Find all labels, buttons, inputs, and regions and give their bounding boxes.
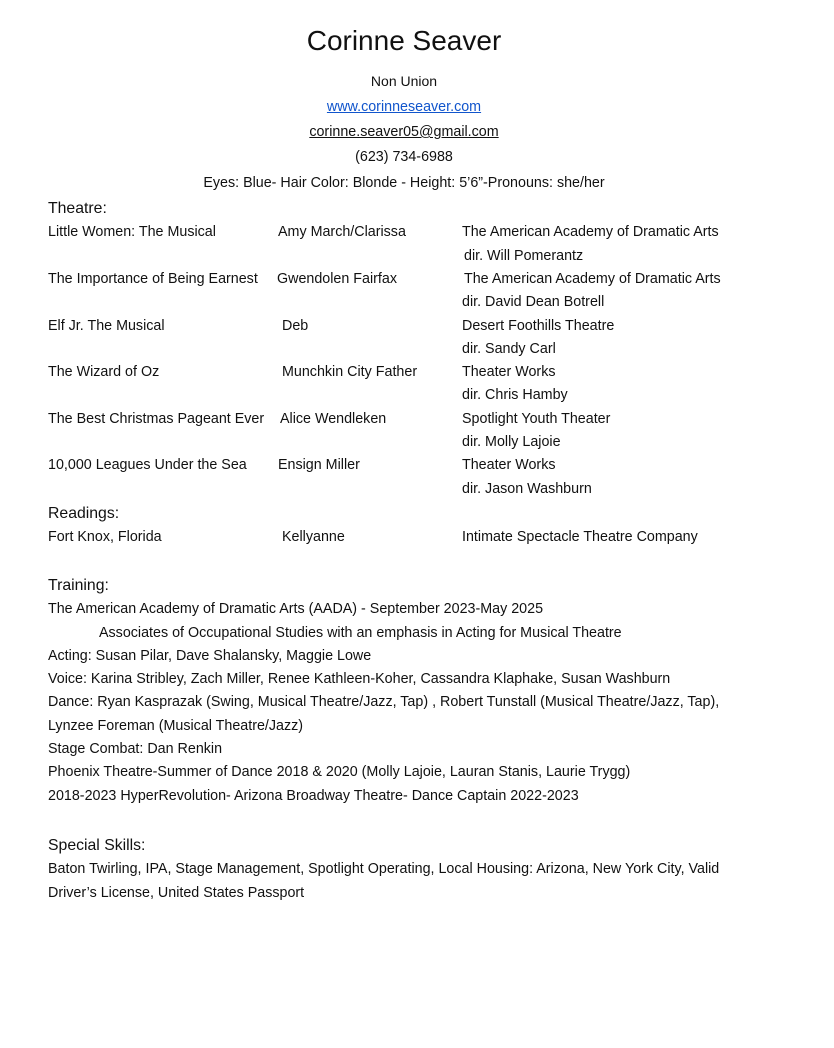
training-heading: Training: bbox=[48, 577, 109, 594]
credit-role: Deb bbox=[282, 318, 309, 334]
credit-director: dir. Molly Lajoie bbox=[462, 434, 561, 450]
training-line: The American Academy of Dramatic Arts (AADA) - September 2023-May 2025 bbox=[48, 601, 544, 617]
credit-director: dir. David Dean Botrell bbox=[462, 294, 605, 310]
website-link[interactable]: www.corinneseaver.com bbox=[326, 99, 482, 115]
resume-name: Corinne Seaver bbox=[306, 25, 502, 56]
credit-venue: Theater Works bbox=[462, 364, 556, 380]
training-line: 2018-2023 HyperRevolution- Arizona Broadway Theatre- Dance Captain 2022-2023 bbox=[48, 788, 579, 804]
credit-title: Elf Jr. The Musical bbox=[48, 318, 165, 334]
training-line: Dance: Ryan Kasprazak (Swing, Musical Theatre/Jazz, Tap) , Robert Tunstall (Musical Theatre/Jazz, Tap), bbox=[48, 694, 720, 710]
credit-role: Gwendolen Fairfax bbox=[277, 271, 397, 287]
credit-venue: Desert Foothills Theatre bbox=[462, 318, 615, 334]
skills-line: Baton Twirling, IPA, Stage Management, Spotlight Operating, Local Housing: Arizona, New York City, Valid bbox=[48, 861, 720, 877]
credit-venue: Intimate Spectacle Theatre Company bbox=[462, 529, 698, 545]
training-line: Associates of Occupational Studies with an emphasis in Acting for Musical Theatre bbox=[99, 625, 622, 641]
credit-title: 10,000 Leagues Under the Sea bbox=[48, 457, 247, 473]
credit-title: Fort Knox, Florida bbox=[48, 529, 162, 545]
credit-title: The Importance of Being Earnest bbox=[48, 271, 258, 287]
credit-title: The Wizard of Oz bbox=[48, 364, 160, 380]
credit-director: dir. Chris Hamby bbox=[462, 387, 568, 403]
credit-role: Alice Wendleken bbox=[280, 411, 387, 427]
credit-director: dir. Sandy Carl bbox=[462, 341, 556, 357]
training-line: Voice: Karina Stribley, Zach Miller, Renee Kathleen-Koher, Cassandra Klaphake, Susan Washburn bbox=[48, 671, 671, 687]
email-link[interactable]: corinne.seaver05@gmail.com bbox=[309, 124, 499, 140]
credit-director: dir. Jason Washburn bbox=[462, 481, 592, 497]
training-line: Phoenix Theatre-Summer of Dance 2018 & 2020 (Molly Lajoie, Lauran Stanis, Laurie Trygg) bbox=[48, 764, 631, 780]
credit-role: Amy March/Clarissa bbox=[278, 224, 406, 240]
training-line: Lynzee Foreman (Musical Theatre/Jazz) bbox=[48, 718, 304, 734]
credit-role: Munchkin City Father bbox=[282, 364, 418, 380]
credit-venue: Spotlight Youth Theater bbox=[462, 411, 611, 427]
skills-heading: Special Skills: bbox=[48, 837, 146, 854]
credit-title: Little Women: The Musical bbox=[48, 224, 216, 240]
readings-heading: Readings: bbox=[48, 505, 120, 522]
credit-venue: The American Academy of Dramatic Arts bbox=[462, 224, 719, 240]
skills-line: Driver’s License, United States Passport bbox=[48, 885, 305, 901]
phone-number: (623) 734-6988 bbox=[355, 149, 453, 165]
union-status: Non Union bbox=[370, 73, 438, 89]
credit-role: Ensign Miller bbox=[278, 457, 360, 473]
physical-stats: Eyes: Blue- Hair Color: Blonde - Height: 5’6”-Pronouns: she/her bbox=[203, 175, 605, 191]
credit-role: Kellyanne bbox=[282, 529, 345, 545]
training-line: Acting: Susan Pilar, Dave Shalansky, Maggie Lowe bbox=[48, 648, 372, 664]
credit-venue: The American Academy of Dramatic Arts bbox=[464, 271, 721, 287]
theatre-heading: Theatre: bbox=[48, 200, 107, 217]
credit-director: dir. Will Pomerantz bbox=[464, 248, 584, 264]
credit-title: The Best Christmas Pageant Ever bbox=[48, 411, 265, 427]
training-line: Stage Combat: Dan Renkin bbox=[48, 741, 223, 757]
credit-venue: Theater Works bbox=[462, 457, 556, 473]
